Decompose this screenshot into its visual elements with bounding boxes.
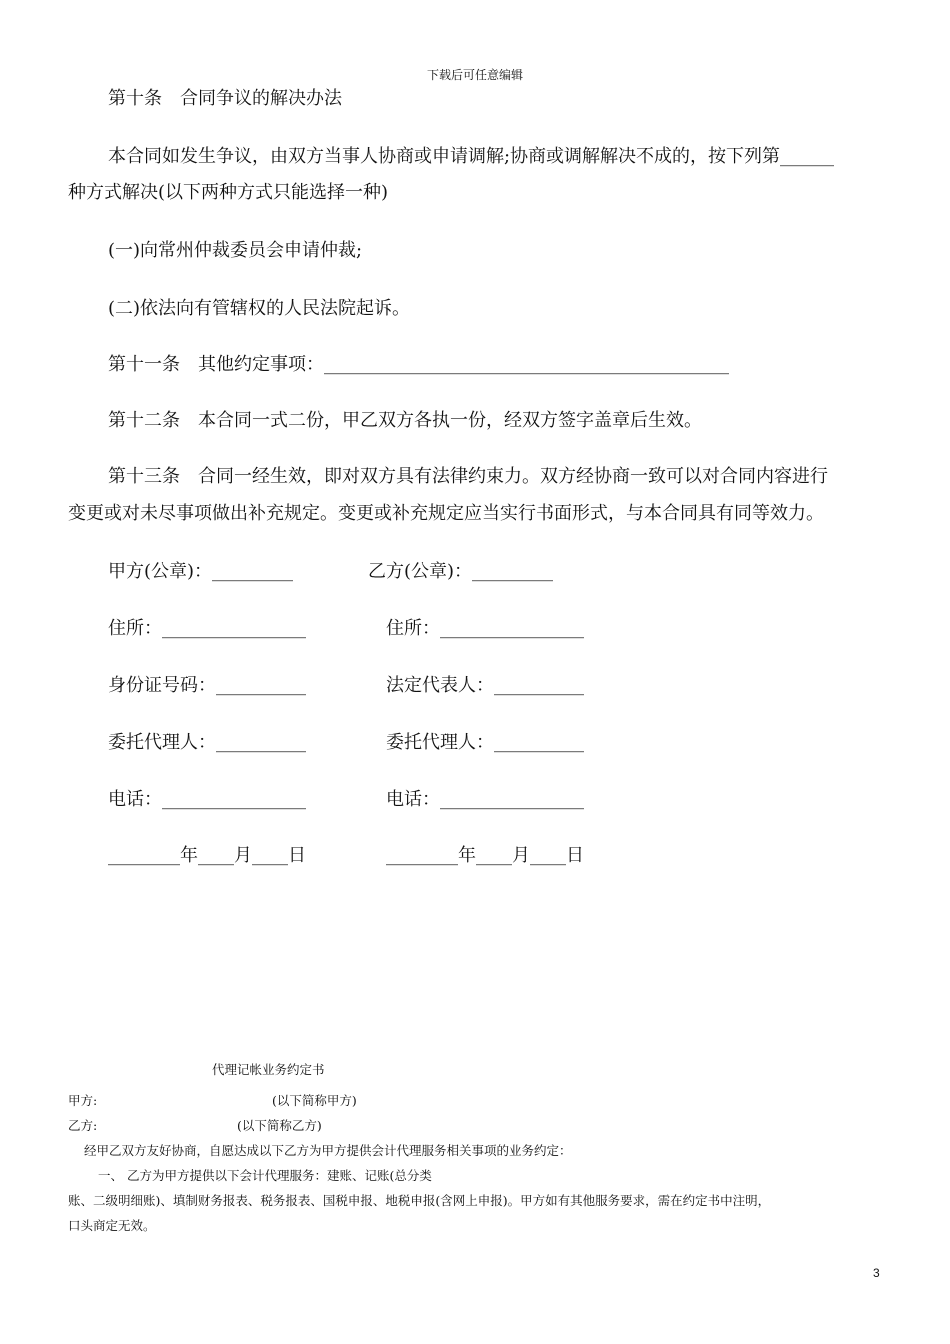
article-10-line-1: 本合同如发生争议，由双方当事人协商或申请调解;协商或调解解决不成的，按下列第______ (108, 146, 835, 167)
page-number: 3 (873, 1266, 880, 1280)
article-11: 第十一条 其他约定事项：_____________________________________________ (108, 354, 729, 375)
agreement-item-1-line-1: 一、 乙方为甲方提供以下会计代理服务：建账、记账(总分类 (98, 1168, 432, 1183)
party-b-note: (以下简称乙方) (237, 1118, 322, 1133)
party-a-phone-field: 电话：________________ (108, 789, 306, 810)
party-b-legal-rep-field: 法定代表人：__________ (386, 675, 584, 696)
article-10-line-2: 种方式解决(以下两种方式只能选择一种) (68, 182, 389, 203)
article-10-option-1: (一)向常州仲裁委员会申请仲裁; (108, 240, 363, 261)
party-b-address-field: 住所：________________ (386, 618, 584, 639)
party-a-seal-field: 甲方(公章)：_________ (108, 561, 294, 582)
agreement-intro: 经甲乙双方友好协商，自愿达成以下乙方为甲方提供会计代理服务相关事项的业务约定： (84, 1143, 572, 1158)
article-13-line-2: 变更或对未尽事项做出补充规定。变更或补充规定应当实行书面形式，与本合同具有同等效力。 (68, 503, 824, 524)
article-12: 第十二条 本合同一式二份，甲乙双方各执一份，经双方签字盖章后生效。 (108, 410, 702, 431)
article-13-line-1: 第十三条 合同一经生效，即对双方具有法律约束力。双方经协商一致可以对合同内容进行 (108, 466, 828, 487)
party-a-id-field: 身份证号码：__________ (108, 675, 306, 696)
party-a-label: 甲方: (68, 1093, 98, 1108)
article-10-title: 第十条 合同争议的解决办法 (108, 88, 342, 109)
article-10-option-2: (二)依法向有管辖权的人民法院起诉。 (108, 298, 411, 319)
page-header-note: 下载后可任意编辑 (426, 68, 523, 82)
party-a-note: (以下简称甲方) (272, 1093, 357, 1108)
party-a-agent-field: 委托代理人：__________ (108, 732, 306, 753)
party-b-label: 乙方: (68, 1118, 98, 1133)
agreement-item-1-line-2: 账、二级明细账)、填制财务报表、税务报表、国税申报、地税申报(含网上申报)。甲方如有其他服务要求，需在约定书中注明， (68, 1193, 771, 1208)
party-b-seal-field: 乙方(公章)：_________ (368, 561, 554, 582)
agreement-title: 代理记帐业务约定书 (212, 1062, 325, 1077)
party-b-phone-field: 电话：________________ (386, 789, 584, 810)
party-a-address-field: 住所：________________ (108, 618, 306, 639)
party-b-agent-field: 委托代理人：__________ (386, 732, 584, 753)
party-a-date-field: ________年____月____日 (108, 845, 306, 866)
agreement-item-1-line-3: 口头商定无效。 (68, 1218, 156, 1233)
party-b-date-field: ________年____月____日 (386, 845, 584, 866)
